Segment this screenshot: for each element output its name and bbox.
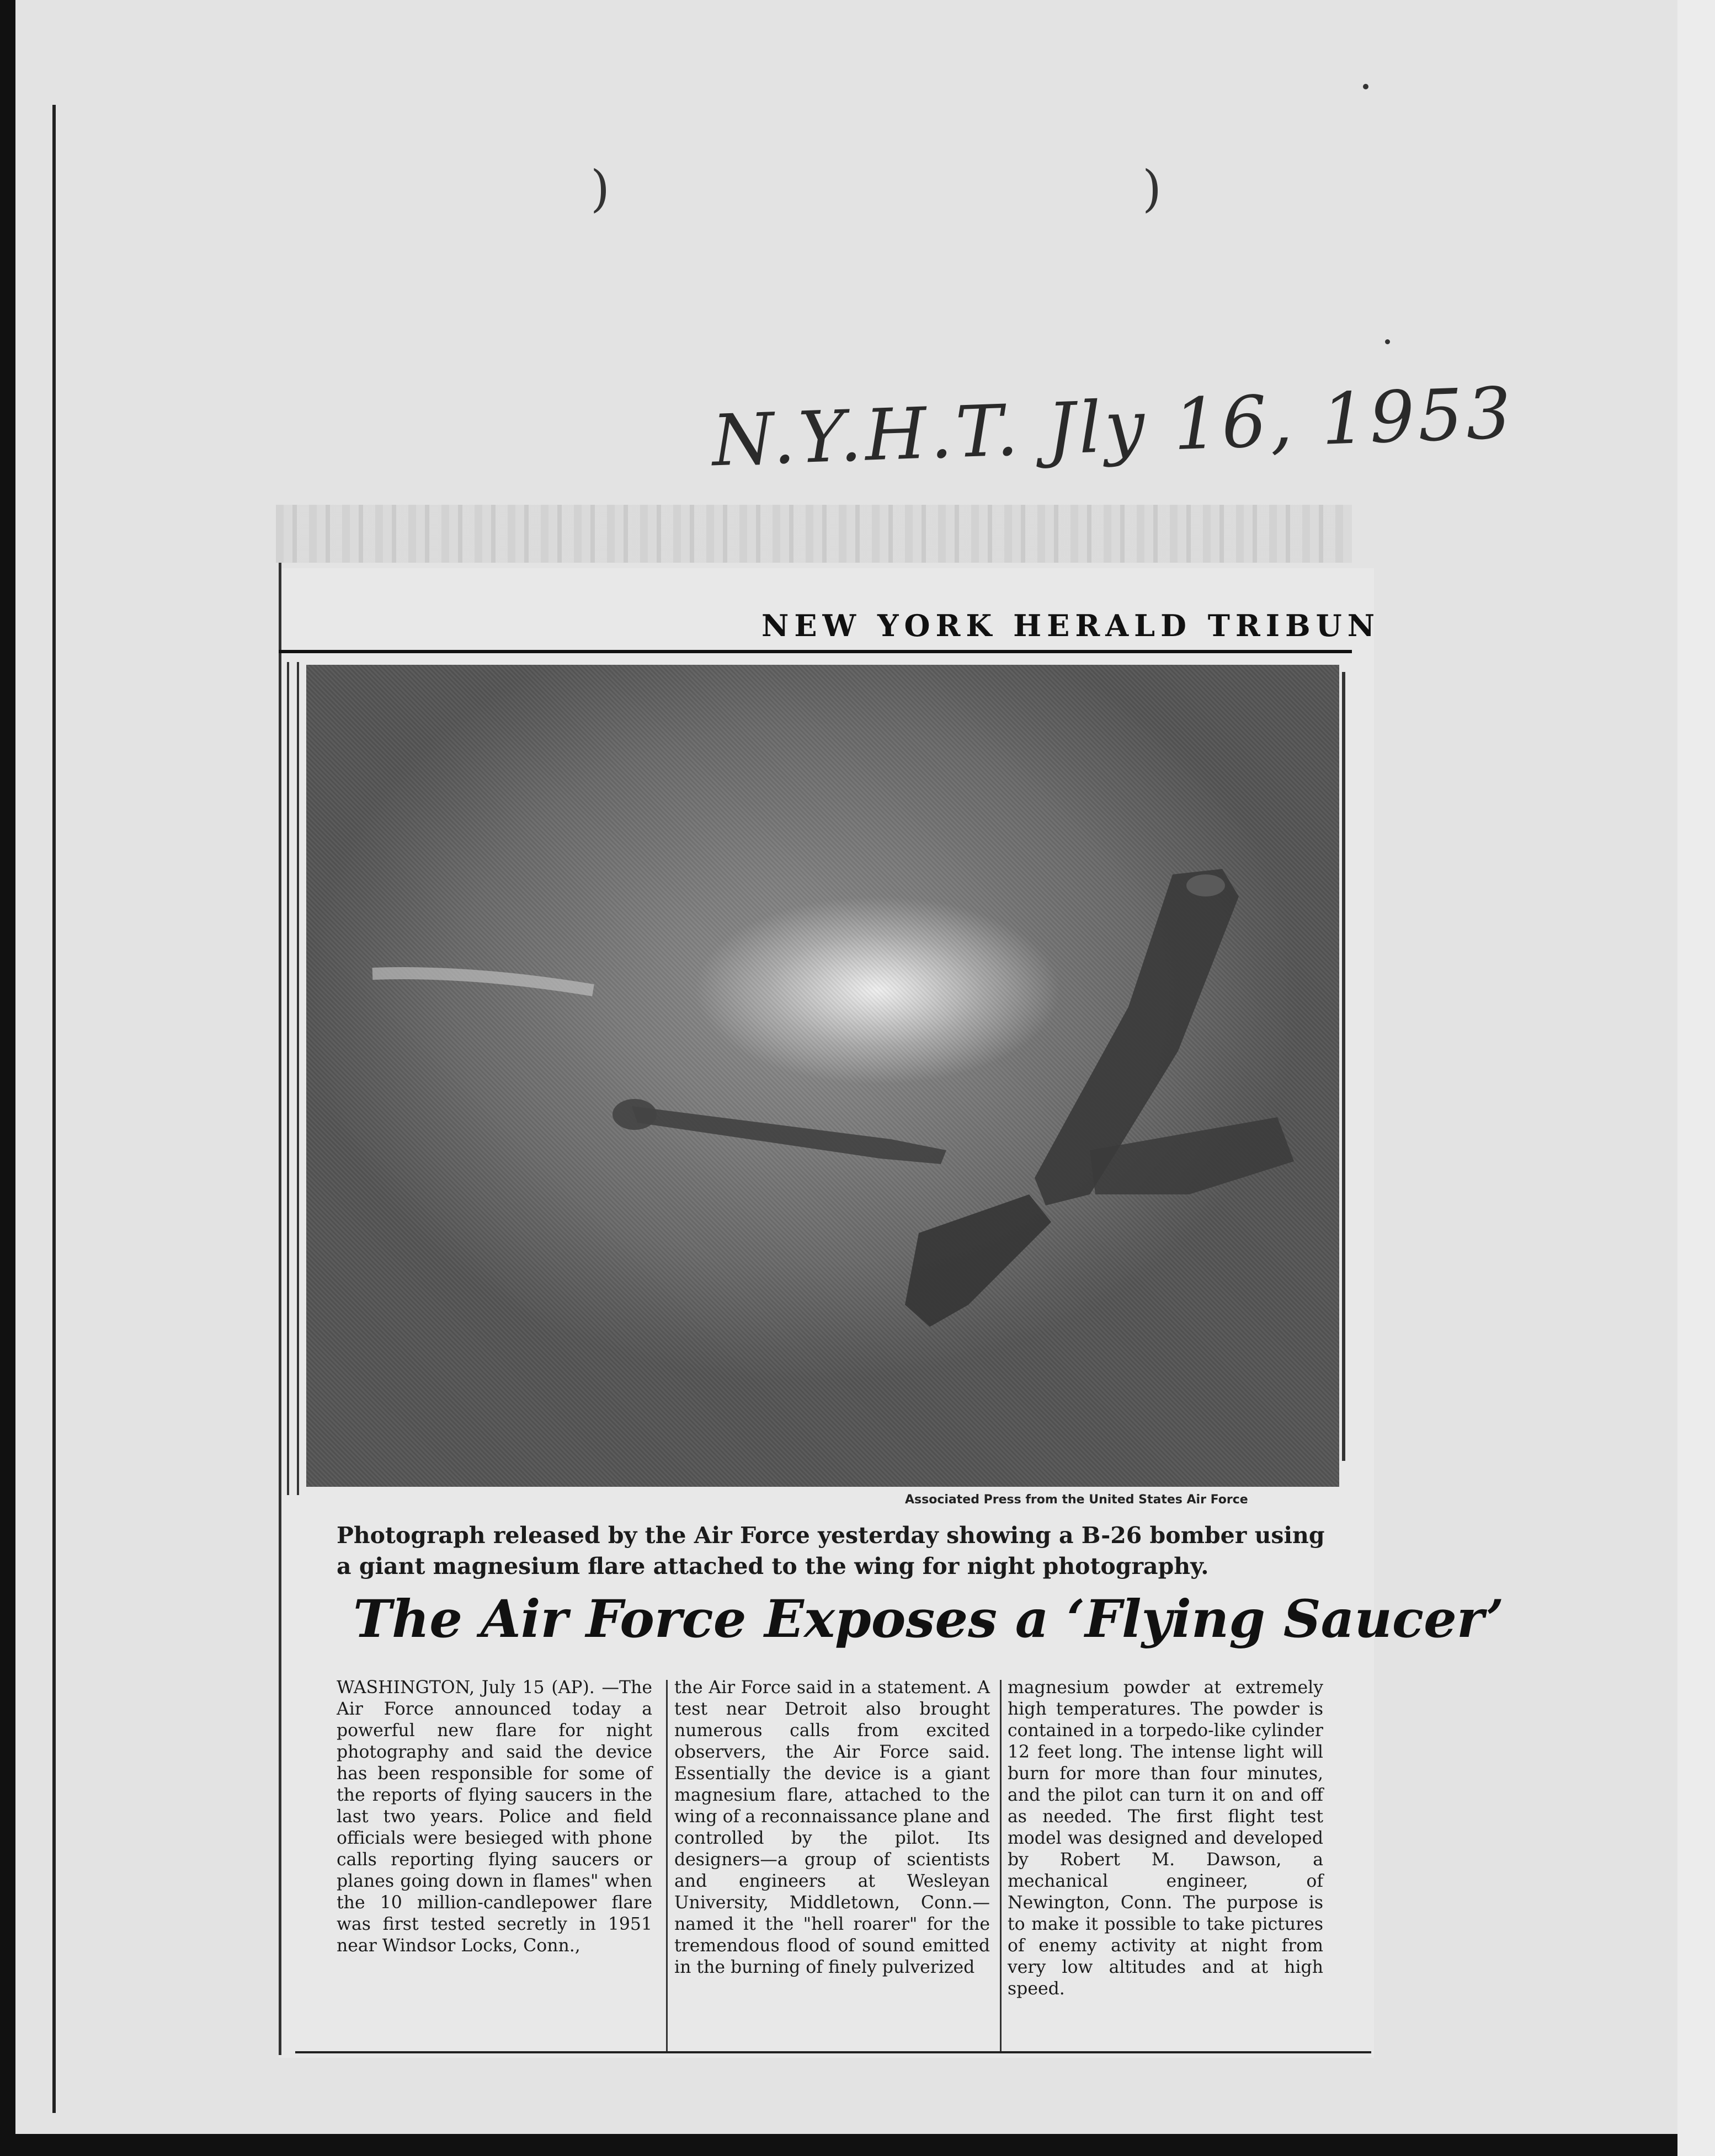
punch-mark: )	[590, 160, 610, 218]
photo-left-frame	[287, 662, 299, 1495]
scan-speck	[1363, 84, 1368, 89]
photo-credit: Associated Press from the United States Air Force	[905, 1493, 1248, 1507]
article-column-2	[674, 1677, 990, 1978]
scan-edge-left	[0, 0, 15, 2156]
handwritten-date: N.Y.H.T. Jly 16, 1953	[710, 372, 1516, 483]
column-divider	[666, 1680, 668, 2052]
article-text: WASHINGTON, July 15 (AP). —The Air Force announced today a powerful new flare for night photography and said the device has been responsible for some of the reports of flying saucers in the last two years. Police and field officials were besieged with phone calls reporting flying saucers or planes going down in flames" when the 10 million-candlepower flare was first tested secretly in 1951 near Windsor Locks, Conn.,	[337, 1678, 652, 1956]
article-headline: The Air Force Exposes a ‘Flying Saucer’	[353, 1589, 1504, 1650]
article-text: magnesium powder at extremely high temperatures. The powder is contained in a torpedo-like cylinder 12 feet long. The intense light will burn for more than four minutes, and the pilot can turn it on and off as needed. The first flight test model was designed and developed by Robert M. Dawson, a mechanical engineer, of Newington, Conn. The purpose is to make it possible to take pictures of enemy activity at night from very low altitudes and at high speed.	[1008, 1678, 1323, 1999]
punch-mark: )	[1142, 160, 1162, 218]
column-divider	[1000, 1680, 1002, 2052]
scan-edge-bottom	[0, 2134, 1715, 2156]
masthead-rule	[279, 650, 1352, 653]
photo-caption: Photograph released by the Air Force yesterday showing a B-26 bomber using a giant magnesium flare attached to the wing for night photography.	[337, 1522, 1325, 1579]
photo-right-frame	[1342, 672, 1345, 1461]
binder-rule	[52, 105, 56, 2113]
article-column-3	[1008, 1677, 1323, 2000]
masthead: NEW YORK HERALD TRIBUN	[761, 608, 1381, 643]
tape-strip	[276, 505, 1352, 563]
scan-speck	[1385, 339, 1390, 344]
article-text: the Air Force said in a statement. A test near Detroit also brought numerous calls from excited observers, the Air Force said. Essentially the device is a giant magnesium flare, attached to the wing of a reconnaissance plane and controlled by the pilot. Its designers—a group of scientists and engineers at Wesleyan University, Middletown, Conn.—named it the "hell roarer" for the tremendous flood of sound emitted in the burning of finely pulverized	[674, 1678, 990, 1977]
bomber-photo	[306, 665, 1339, 1487]
article-column-1	[337, 1677, 652, 1957]
bottom-rule	[295, 2051, 1371, 2053]
clipping-left-border	[279, 563, 281, 2055]
b26-bomber-silhouette	[306, 665, 1339, 1487]
scan-edge-right	[1677, 0, 1715, 2156]
